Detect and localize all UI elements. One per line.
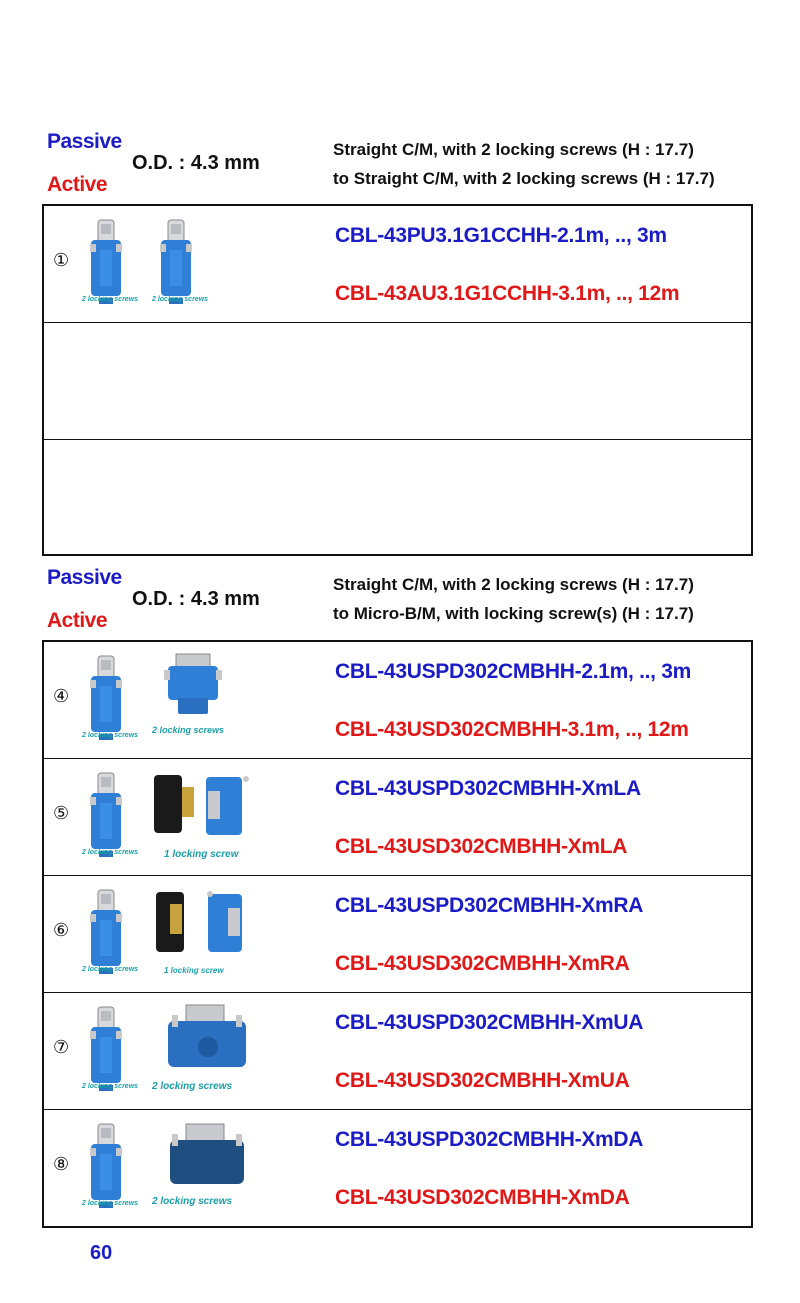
usb-c-screw-connector-icon	[88, 1005, 124, 1093]
product-table	[42, 204, 753, 556]
active-part-number: CBL-43USD302CMBHH-XmRA	[335, 952, 630, 975]
caption-right: 2 locking screws	[152, 725, 225, 735]
usb-c-screw-connector-icon	[88, 888, 124, 976]
usb-c-screw-connector-icon	[158, 218, 194, 306]
caption-right: 1 locking screw	[164, 966, 224, 975]
micro-b-right-angle-connector-icon	[152, 888, 252, 962]
table-row-empty	[44, 440, 751, 557]
row-number: ⑧	[53, 1154, 70, 1175]
micro-b-up-angle-connector-icon	[162, 1001, 252, 1075]
row-number: ①	[53, 250, 70, 271]
row-number: ⑦	[53, 1037, 70, 1058]
table-row-empty	[44, 323, 751, 440]
caption-left: 2 locking screws	[82, 849, 139, 856]
table-row	[44, 206, 751, 323]
caption-right: 2 locking screws	[152, 1081, 233, 1092]
active-part-number: CBL-43USD302CMBHH-XmUA	[335, 1069, 630, 1092]
description-line-2: to Micro-B/M, with locking screw(s) (H : 17.7)	[333, 604, 694, 623]
passive-part-number: CBL-43USPD302CMBHH-XmUA	[335, 1011, 644, 1034]
product-table	[42, 640, 753, 1228]
row-number: ④	[53, 686, 70, 707]
micro-b-left-angle-connector-icon	[152, 771, 252, 845]
table-row	[44, 876, 751, 993]
active-label: Active	[47, 173, 108, 196]
description-line-1: Straight C/M, with 2 locking screws (H : 17.7)	[333, 140, 694, 159]
caption-right: 1 locking screw	[164, 849, 239, 860]
active-part-number: CBL-43USD302CMBHH-XmDA	[335, 1186, 630, 1209]
active-part-number: CBL-43AU3.1G1CCHH-3.1m, .., 12m	[335, 282, 680, 305]
active-part-number: CBL-43USD302CMBHH-XmLA	[335, 835, 628, 858]
active-part-number: CBL-43USD302CMBHH-3.1m, .., 12m	[335, 718, 689, 741]
row-number: ⑤	[53, 803, 70, 824]
passive-part-number: CBL-43PU3.1G1CCHH-2.1m, .., 3m	[335, 224, 667, 247]
caption-left: 2 locking screws	[82, 1200, 139, 1207]
table-row	[44, 759, 751, 876]
caption-left: 2 locking screws	[82, 966, 139, 973]
page-number: 60	[90, 1242, 113, 1264]
usb-c-screw-connector-icon	[88, 654, 124, 742]
cable-description	[333, 570, 694, 628]
table-row	[44, 1110, 751, 1227]
usb-c-screw-connector-icon	[88, 771, 124, 859]
usb-c-screw-connector-icon	[88, 218, 124, 306]
description-line-2: to Straight C/M, with 2 locking screws (H : 17.7)	[333, 169, 715, 188]
passive-part-number: CBL-43USPD302CMBHH-2.1m, .., 3m	[335, 660, 691, 683]
caption-left: 2 locking screws	[82, 732, 139, 739]
outer-diameter: O.D. : 4.3 mm	[132, 152, 260, 174]
outer-diameter: O.D. : 4.3 mm	[132, 588, 260, 610]
cable-description	[333, 135, 715, 193]
passive-part-number: CBL-43USPD302CMBHH-XmDA	[335, 1128, 644, 1151]
micro-b-straight-connector-icon	[162, 652, 224, 720]
table-row	[44, 642, 751, 759]
micro-b-down-angle-connector-icon	[162, 1120, 252, 1194]
description-line-1: Straight C/M, with 2 locking screws (H : 17.7)	[333, 575, 694, 594]
passive-part-number: CBL-43USPD302CMBHH-XmLA	[335, 777, 641, 800]
active-label: Active	[47, 609, 108, 632]
caption-left: 2 locking screws	[82, 1083, 139, 1090]
caption-right: 2 locking screws	[152, 1196, 233, 1207]
table-row	[44, 993, 751, 1110]
caption-left: 2 locking screws	[82, 296, 139, 303]
passive-label: Passive	[47, 566, 122, 589]
caption-right: 2 locking screws	[152, 296, 209, 303]
row-number: ⑥	[53, 920, 70, 941]
passive-label: Passive	[47, 130, 122, 153]
usb-c-screw-connector-icon	[88, 1122, 124, 1210]
passive-part-number: CBL-43USPD302CMBHH-XmRA	[335, 894, 644, 917]
